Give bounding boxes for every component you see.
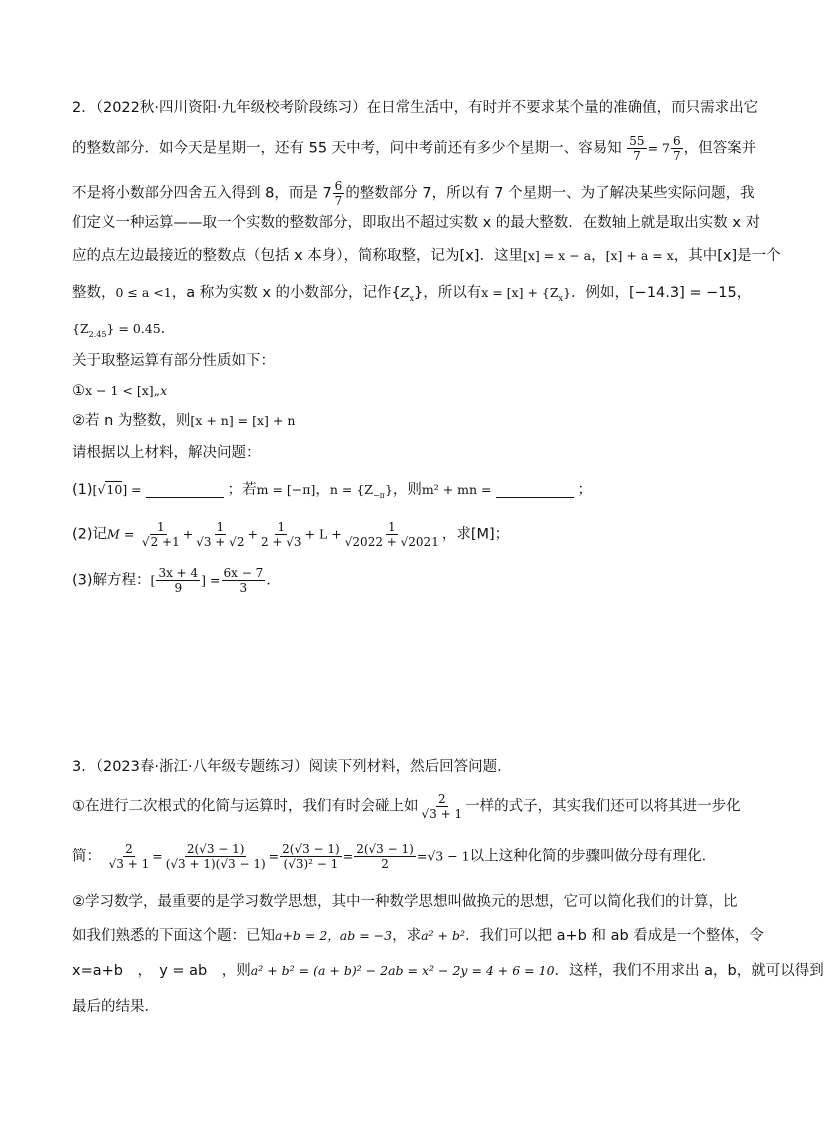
fraction: $\frac{2}{√3 + 1}$ [421, 792, 463, 821]
q2-props-title: 关于取整运算有部分性质如下： [72, 353, 275, 369]
answer-blank[interactable] [146, 483, 224, 498]
q2-text: ，但答案并 [683, 140, 757, 157]
q2-text: 的整数部分．如今天是星期一，还有 55 天中考，问中考前还有多少个星期一、容易知 [72, 140, 622, 157]
q2-text: 不是将小数部分四舍五入得到 8，而是 7 [72, 185, 332, 202]
math-expr: x − 1 < [x] [85, 383, 154, 398]
q2-part-1: (1)[√10] = ；若m = [−π]，$n = \{Z_{-\pi}\}$，则m² + mn = ； [72, 482, 593, 500]
q2-line-6: 整数，0 ≤ a <1，a 称为实数 x 的小数部分，记作$\{Z_x\}$，所以有$x = [x] + \{Z_x\}$．例如，[−14.3] = −15， [72, 285, 752, 303]
fraction: $\frac{6x - 7}{3}$ [223, 566, 264, 595]
answer-blank[interactable] [496, 483, 574, 498]
q2-text: ．例如，[−14.3] = −15， [571, 285, 752, 301]
q2-text: 们定义一种运算——取一个实数的整数部分，即取出不超过实数 x 的最大整数．在数轴上就是取出实数 x 对 [72, 215, 761, 231]
q2-line-3 [72, 179, 755, 208]
q3-section-2-line-4: 最后的结果． [72, 999, 159, 1015]
fraction: $\frac{1}{√2 +1}$ [141, 520, 180, 549]
math-expr: {Z [72, 321, 89, 336]
math-expr: a² + b² = (a + b)² − 2ab = x² − 2y = 4 + 6 = 10 [250, 963, 555, 978]
q2-part-3: (3)解方程：[ $\frac{3x + 4}{9}$ ] = $\frac{6x - 7}{3}$ ． [72, 566, 281, 595]
math-expr: [x] + a = x [605, 248, 674, 263]
q2-source: （2022秋·四川资阳·九年级校考阶段练习） [95, 100, 367, 116]
fraction: $\frac{1}{2 + √3}$ [260, 520, 302, 549]
q2-text: ，其中[x]是一个 [673, 248, 781, 264]
circled-one-icon: ① [72, 798, 85, 815]
fraction: $\frac{3x + 4}{9}$ [158, 566, 199, 595]
math-expr: x = [x] + {Z [481, 285, 559, 300]
math-expr: n = {Z [329, 482, 373, 497]
q3-number: 3． [72, 759, 96, 775]
math-expr: m = [−π] [256, 482, 316, 497]
q2-prop-2: ②若 n 为整数，则[x + n] = [x] + n [72, 413, 296, 429]
fraction: $\frac{1}{√3 + √2}$ [196, 520, 245, 549]
math-expr: [x] = x − a [522, 248, 592, 263]
q2-instruction: 请根据以上材料，解决问题： [72, 445, 261, 461]
q3-text: 阅读下列材料，然后回答问题． [308, 759, 512, 775]
fraction: $\frac{6}{7}$ [672, 134, 681, 163]
q2-text: ，a 称为实数 x 的小数部分，记作{ [171, 285, 401, 301]
q2-text: 的整数部分 7，所以有 7 个星期一、为了解决某些实际问题，我 [345, 185, 755, 202]
q3-source: （2023春·浙江·八年级专题练习） [95, 759, 309, 775]
fraction: $\frac{2(√3 - 1)}{(√3 + 1)(√3 - 1)}$ [165, 842, 266, 871]
fraction: $\frac{6}{7}$ [334, 179, 343, 208]
q2-text: 应的点左边最接近的整数点（包括 x 本身），简称取整，记为[x]．这里 [72, 248, 523, 264]
math-expr: m² + mn = [421, 482, 492, 497]
math-expr: a+b = 2，ab = −3 [275, 928, 393, 943]
math-expr: [x + n] = [x] + n [190, 413, 296, 428]
q2-part-2: (2)记M = $\frac{1}{√2 +1}$ + $\frac{1}{√3 + √2}$ + $\frac{1}{2 + √3}$ + L + $\frac{1}{√2022 + √2021}$ ，求[M]； [72, 520, 510, 549]
circled-two-icon: ② [72, 413, 85, 429]
fraction: $\frac{1}{√2022 + √2021}$ [344, 520, 439, 549]
math-expr: a² + b² [421, 928, 466, 943]
q2-text: 在日常生活中，有时并不要求某个量的准确值，而只需求出它 [366, 100, 759, 116]
q2-text: }，所以有 [413, 285, 482, 301]
q2-line-4 [72, 212, 760, 234]
q3-section-2-line-3: x=a+b ， y = ab ，则a² + b² = (a + b)² − 2ab = x² − 2y = 4 + 6 = 10．这样，我们不用求出 a，b，就可以得到 [72, 963, 824, 979]
q2-line-7: $\{Z_{2.45}\} = 0.45$． [72, 321, 176, 339]
math-expr: = 7 [647, 140, 670, 156]
q3-section-2-line-2: 如我们熟悉的下面这个题：已知a+b = 2，ab = −3，求a² + b²．我们可以把 a+b 和 ab 看成是一个整体，令 [72, 928, 764, 944]
q2-prop-1: ①x − 1 < [x]„x [72, 383, 168, 399]
fraction: $\frac{55}{7}$ [629, 134, 645, 163]
q3-section-2-line-1: ②学习数学，最重要的是学习数学思想，其中一种数学思想叫做换元的思想，它可以简化我们的计算，比 [72, 894, 738, 910]
q3-line-1 [72, 756, 512, 778]
circled-one-icon: ① [72, 383, 85, 399]
q2-line-2 [72, 134, 756, 163]
q3-section-1-line-1: ①在进行二次根式的化简与运算时，我们有时会碰上如 $\frac{2}{√3 + 1}$ 一样的式子，其实我们还可以将其进一步化 [72, 792, 741, 821]
math-expr: √3 − 1 [427, 848, 470, 864]
math-expr: 0 ≤ a <1 [115, 285, 172, 300]
q3-section-1-line-2: 简： $\frac{2}{√3 + 1}$ = $\frac{2(√3 - 1)}{(√3 + 1)(√3 - 1)}$ = $\frac{2(√3 - 1)}{\text{(√3)² − 1}}$ = $\frac{2(√3 - 1)}{2}$ =√3 − 1以上这种化简的步骤叫做分母有理化． [72, 842, 717, 871]
circled-two-icon: ② [72, 894, 85, 910]
fraction: $\frac{2(√3 - 1)}{\text{(√3)² − 1}}$ [282, 842, 340, 871]
fraction: $\frac{2}{√3 + 1}$ [108, 842, 150, 871]
q2-number: 2． [72, 100, 96, 116]
q2-line-5: 应的点左边最接近的整数点（包括 x 本身），简称取整，记为[x]．这里[x] = x − a，[x] + a = x，其中[x]是一个 [72, 248, 781, 264]
q2-line-1 [72, 97, 758, 119]
q2-text: 整数， [72, 285, 116, 301]
fraction: $\frac{2(√3 - 1)}{2}$ [356, 842, 414, 871]
